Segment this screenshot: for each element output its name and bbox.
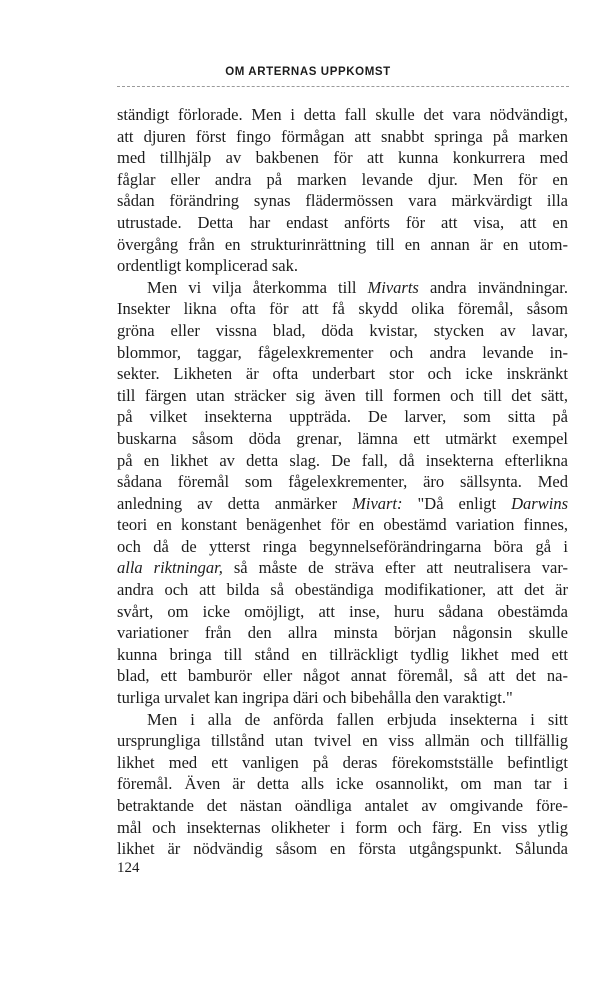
text-line: blommor, taggar, fågelexkrementer och andra levande in-: [117, 342, 568, 362]
text-line: på en likhet av detta slag. De fall, då insekterna efterlikna: [117, 450, 568, 470]
text-line: Men vi vilja återkomma till Mivarts andra invändningar.: [147, 277, 568, 297]
text-line: och då de ytterst ringa begynnelseförändringarna böra gå i: [117, 536, 568, 556]
page-number: 124: [117, 860, 140, 876]
text-line: gröna eller vissna blad, döda kvistar, stycken av lavar,: [117, 320, 568, 340]
text-line: övergång från en strukturinrättning till en annan är en utom-: [117, 234, 568, 254]
header-rule: [117, 86, 569, 87]
text-line: betraktande det nästan oändliga antalet av omgivande före-: [117, 796, 568, 815]
text-line: likhet med ett vanligen på deras förekomstställe befintligt: [117, 752, 568, 772]
text-line: svårt, om icke omöjligt, att inse, huru sådana obestämda: [117, 601, 568, 621]
text-line: på vilket insekterna uppträda. De larver, som sitta på: [117, 407, 568, 427]
text-line: likhet är nödvändig såsom en första utgångspunkt. Sålunda: [117, 839, 568, 859]
text-line: ordentligt komplicerad sak.: [117, 256, 298, 276]
running-header: OM ARTERNAS UPPKOMST: [225, 66, 391, 78]
text-line: turliga urvalet kan ingripa däri och bibehålla den varaktigt.": [117, 688, 513, 708]
text-line: sekter. Likheten är ofta underbart stor och icke inskränkt: [117, 364, 568, 384]
text-line: buskarna såsom döda grenar, lämna ett utmärkt exempel: [117, 428, 568, 448]
text-line: föremål. Även är detta alls icke osannolikt, om man tar i: [117, 774, 568, 794]
text-line: fåglar eller andra på marken levande djur. Men för en: [117, 169, 568, 189]
text-line: anledning av detta anmärker Mivart: "Då enligt Darwins: [117, 493, 568, 513]
text-line: teori en konstant benägenhet för en obestämd variation finnes,: [117, 515, 568, 535]
text-line: med tillhjälp av bakbenen för att kunna konkurrera med: [117, 148, 568, 168]
text-line: ursprungliga tillstånd utan tvivel en viss allmän och tillfällig: [117, 731, 568, 751]
text-line: utrustade. Detta har endast anförts för att visa, att en: [117, 212, 568, 232]
text-line: Insekter likna ofta för att få skydd olika föremål, såsom: [117, 299, 568, 319]
text-line: andra och att bilda så obeständiga modifikationer, att det är: [117, 580, 568, 600]
text-line: blad, ett bamburör eller något annat föremål, så att det na-: [117, 666, 568, 686]
text-line: sådana föremål som fågelexkrementer, äro sällsynta. Med: [117, 472, 568, 492]
text-line: ständigt förlorade. Men i detta fall skulle det vara nödvändigt,: [117, 105, 568, 124]
text-line: Men i alla de anförda fallen erbjuda insekterna i sitt: [147, 709, 568, 729]
text-line: kunna bringa till stånd en tillräckligt tydlig likhet med ett: [117, 644, 568, 664]
text-line: sådan förändring synas flädermössen vara märkvärdigt illa: [117, 191, 568, 211]
body-text: [117, 104, 568, 860]
text-line: variationer från den allra minsta början någonsin skulle: [117, 623, 568, 643]
text-line: mål och insekternas olikheter i form och färg. En viss ytlig: [117, 817, 568, 837]
text-line: alla riktningar, så måste de sträva efter att neutralisera var-: [117, 558, 568, 578]
text-line: till färgen utan sträcker sig även till formen och till det sätt,: [117, 385, 568, 405]
text-line: att djuren först fingo förmågan att snabbt springa på marken: [117, 126, 568, 146]
